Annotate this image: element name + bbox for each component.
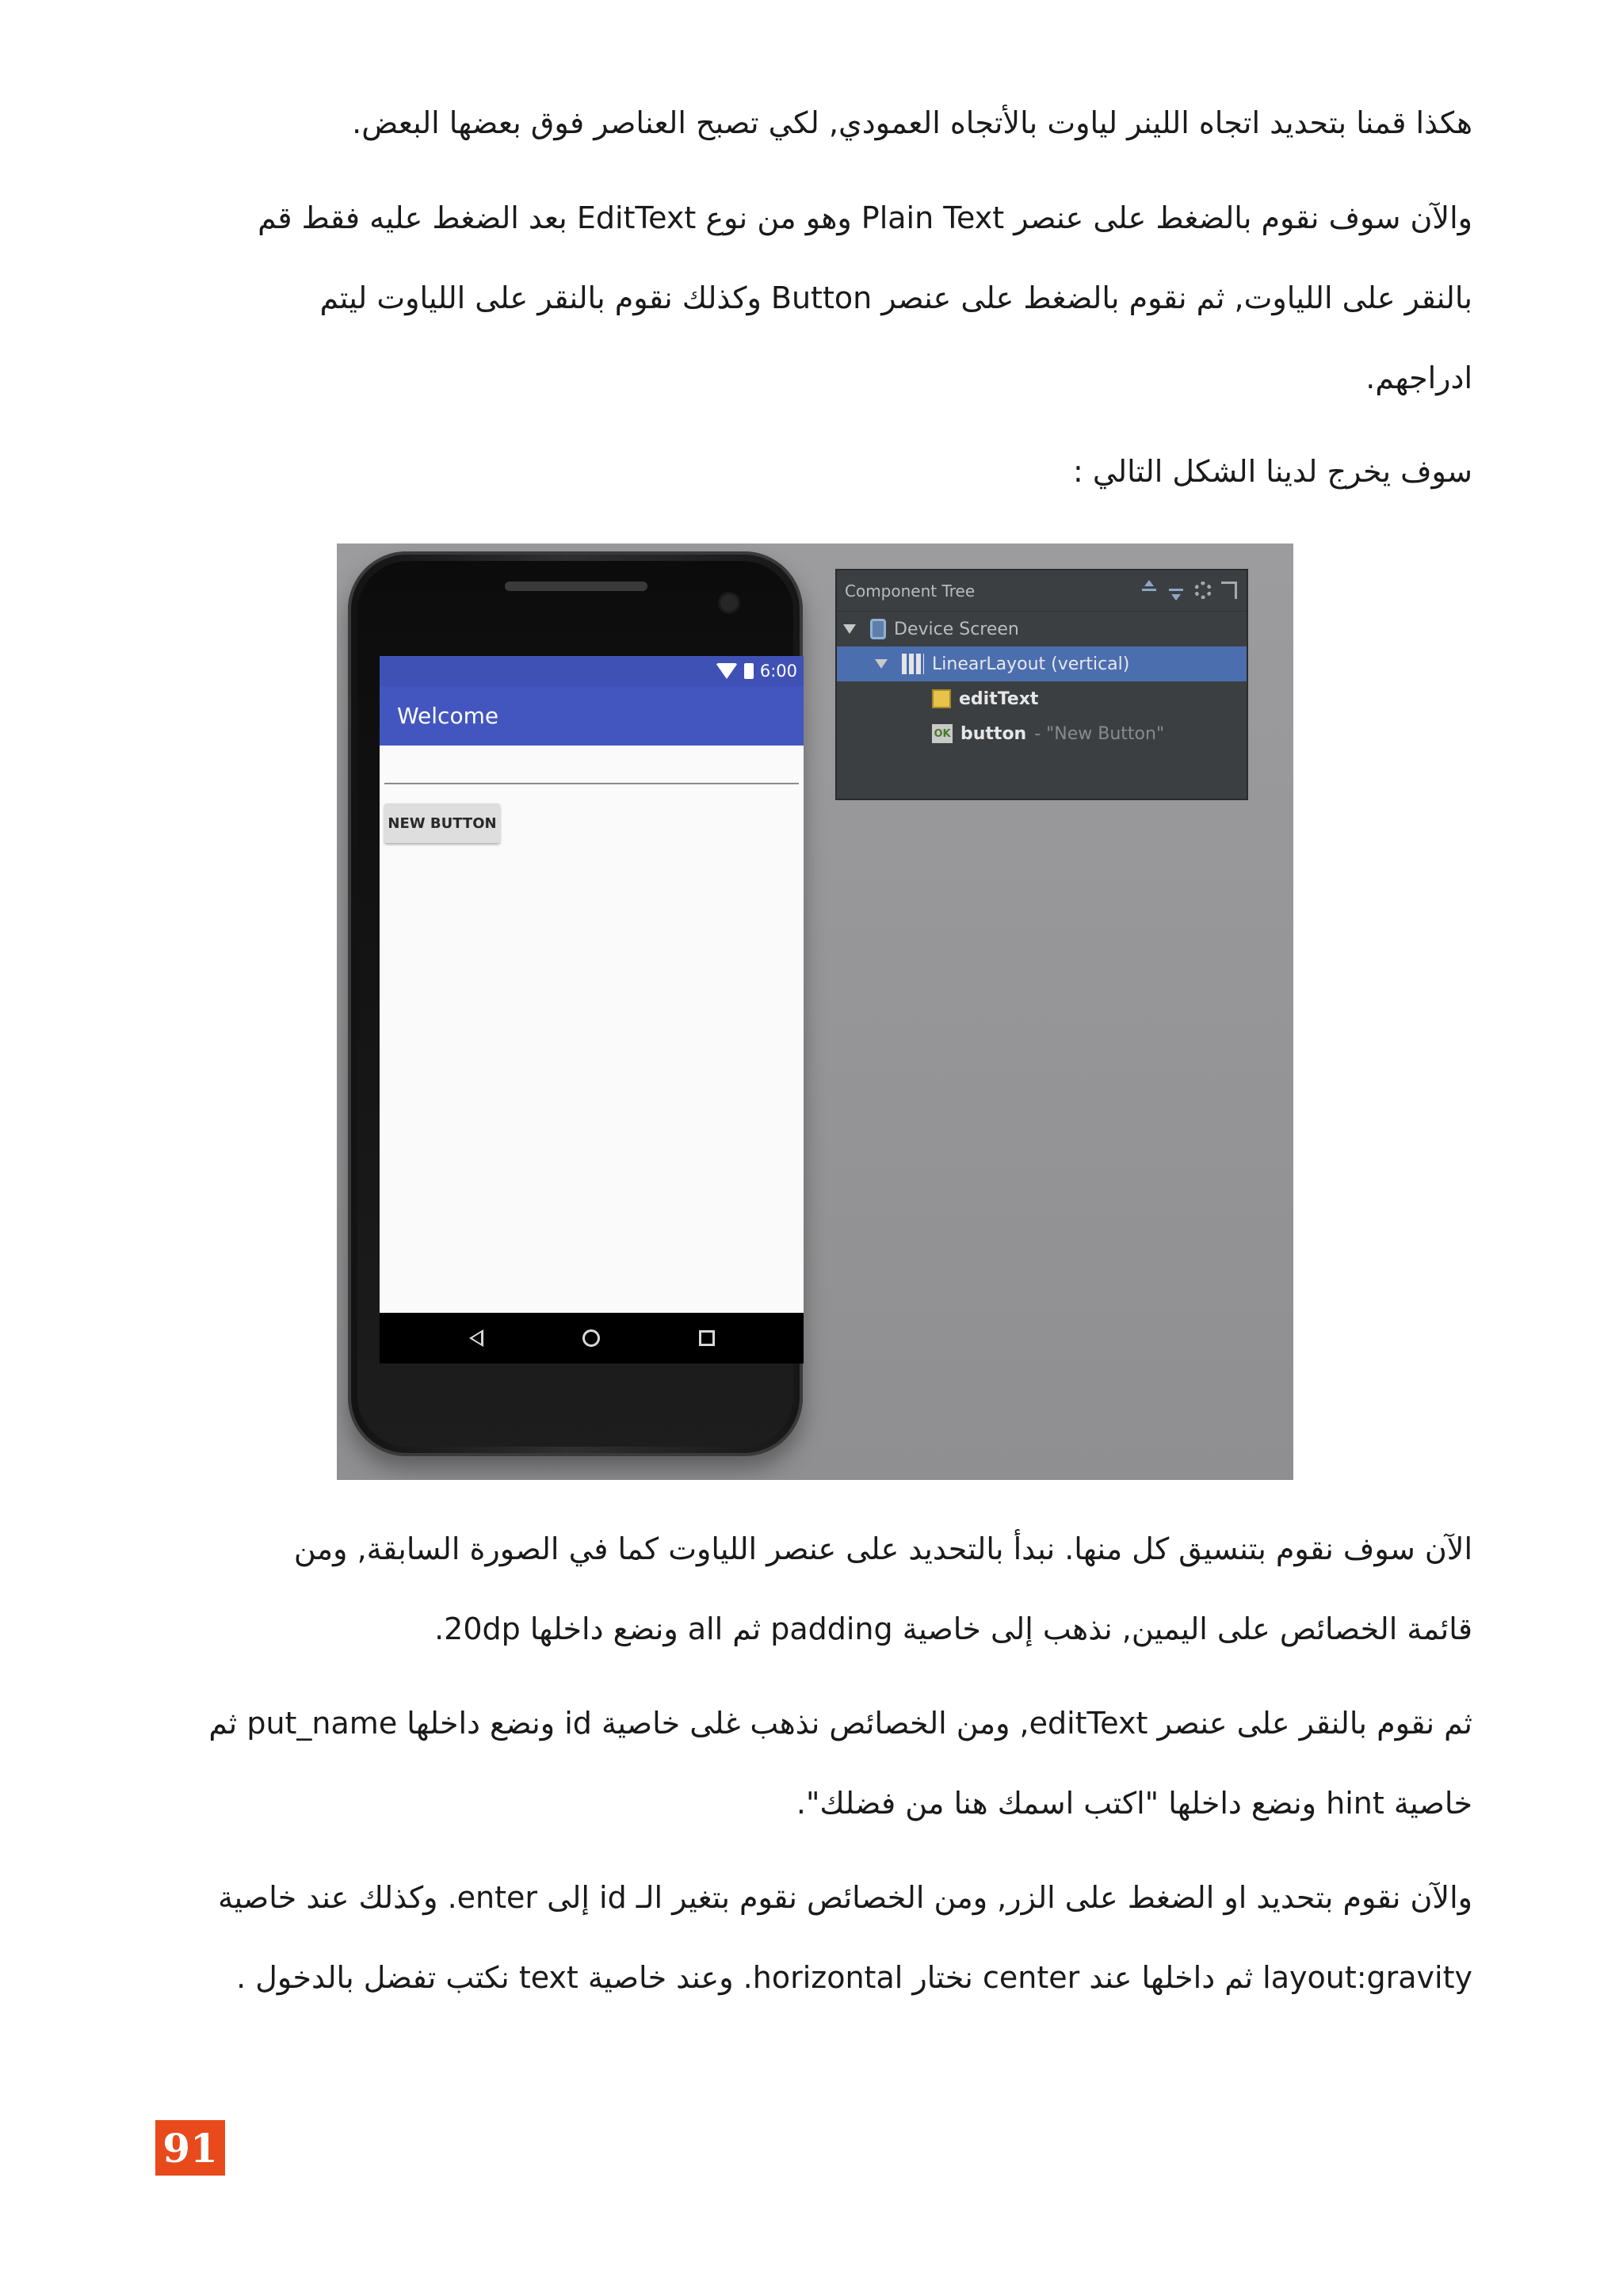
back-icon[interactable]	[469, 1329, 483, 1347]
tree-item-hint: - "New Button"	[1034, 723, 1165, 744]
paragraph-edittext-props	[151, 1684, 1472, 1844]
camera-icon	[720, 594, 738, 612]
status-time: 6:00	[759, 662, 797, 681]
battery-icon	[744, 663, 754, 679]
device-icon	[870, 619, 886, 639]
tree-item-button[interactable]	[837, 716, 1247, 751]
speaker-grille	[505, 582, 647, 591]
home-icon[interactable]	[582, 1329, 600, 1347]
paragraph-layout-padding	[151, 1509, 1472, 1669]
tree-item-label: editText	[959, 688, 1039, 709]
paragraph-intro	[151, 83, 1472, 163]
tree-item-label: Device Screen	[894, 619, 1019, 639]
expand-all-icon[interactable]	[1140, 580, 1158, 601]
phone-screen	[380, 656, 804, 1363]
text-line: سوف يخرج لدينا الشكل التالي :	[1072, 454, 1472, 489]
android-studio-screenshot	[337, 543, 1293, 1480]
text-line: قائمة الخصائص على اليمين, نذهب إلى خاصية padding ثم all ونضع داخلها 20dp.	[434, 1611, 1472, 1646]
status-bar	[380, 656, 804, 686]
linear-layout-icon	[902, 654, 924, 674]
expand-arrow-icon[interactable]	[843, 624, 856, 634]
text-line: خاصية hint ونضع داخلها "اكتب اسمك هنا من فضلك".	[796, 1786, 1472, 1821]
tree-item-device-screen[interactable]	[837, 612, 1247, 646]
expand-arrow-icon[interactable]	[875, 659, 888, 669]
gear-icon[interactable]	[1194, 582, 1212, 599]
paragraph-figure-caption	[151, 432, 1472, 512]
paragraph-button-props	[151, 1858, 1472, 2018]
recents-icon[interactable]	[699, 1330, 715, 1346]
text-line: layout:gravity ثم داخلها عند center نختار horizontal. وعند خاصية text نكتب تفضل بالدخول .	[236, 1960, 1472, 1995]
hide-panel-icon[interactable]	[1221, 582, 1237, 599]
text-line: ادراجهم.	[1365, 360, 1472, 395]
text-line: بالنقر على اللياوت, ثم نقوم بالضغط على عنصر Button وكذلك نقوم بالنقر على اللياوت ليتم	[319, 280, 1472, 315]
new-button[interactable]: NEW BUTTON	[384, 803, 500, 843]
component-tree-header	[837, 570, 1247, 612]
paragraph-insert-elements	[151, 178, 1472, 418]
tree-item-linear-layout[interactable]	[837, 646, 1247, 681]
tree-item-label: LinearLayout (vertical)	[932, 654, 1130, 674]
page-number: 91	[155, 2120, 225, 2176]
app-bar	[380, 686, 804, 746]
wifi-icon	[716, 663, 738, 679]
text-line: والآن سوف نقوم بالضغط على عنصر Plain Text وهو من نوع EditText بعد الضغط عليه فقط قم	[258, 200, 1472, 235]
component-tree-panel	[835, 569, 1248, 800]
phone-device	[348, 551, 803, 1456]
tree-toolbar	[1140, 580, 1237, 601]
app-title: Welcome	[397, 703, 499, 729]
edit-text-field[interactable]	[384, 783, 799, 784]
component-tree-title: Component Tree	[845, 581, 976, 601]
tree-item-edittext[interactable]	[837, 681, 1247, 716]
text-line: ثم نقوم بالنقر على عنصر editText, ومن الخصائص نذهب غلى خاصية id ونضع داخلها put_name ثم	[208, 1706, 1472, 1741]
text-line: الآن سوف نقوم بتنسيق كل منها. نبدأ بالتحديد على عنصر اللياوت كما في الصورة السابقة, ومن	[293, 1531, 1472, 1566]
tree-item-label: button	[960, 723, 1027, 744]
text-line: هكذا قمنا بتحديد اتجاه اللينر لياوت بالأتجاه العمودي, لكي تصبح العناصر فوق بعضها البعض.	[352, 105, 1472, 140]
navigation-bar	[380, 1313, 804, 1363]
edittext-icon	[932, 689, 951, 708]
collapse-all-icon[interactable]	[1167, 580, 1185, 601]
button-widget-icon: OK	[932, 724, 953, 743]
text-line: والآن نقوم بتحديد او الضغط على الزر, ومن الخصائص نقوم بتغير الـ id إلى enter. وكذلك عند خاصية	[218, 1880, 1472, 1915]
